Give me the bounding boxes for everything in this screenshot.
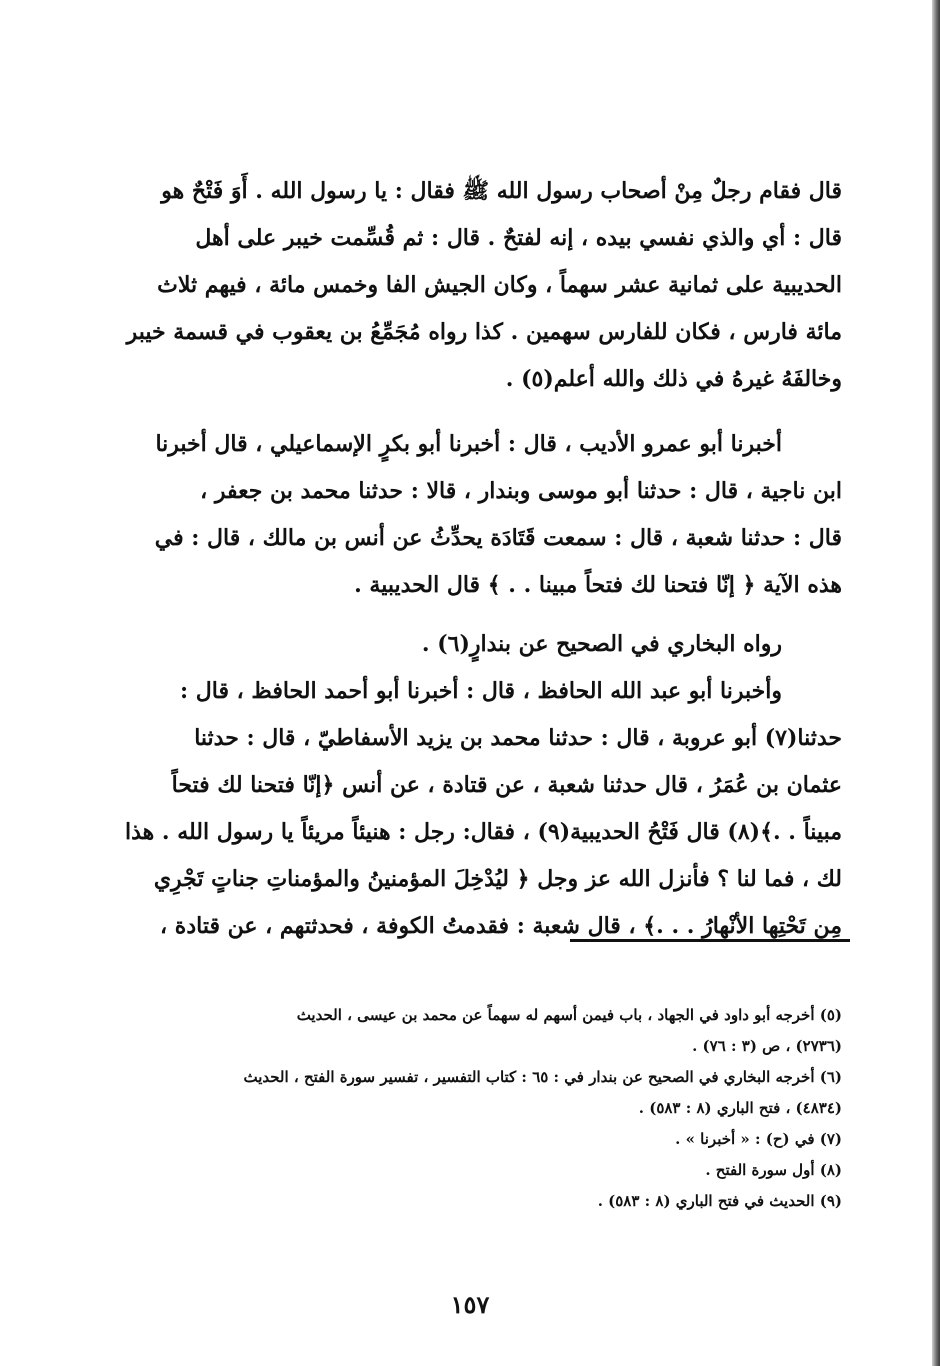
footnote-7: (٧) في (ح) : « أخبرنا » . xyxy=(675,1130,842,1148)
paragraph-4: وأخبرنا أبو عبد الله الحافظ ، قال : أخبرنا أبو أحمد الحافظ ، قال : حدثنا(٧) أبو عروبة ، قال : حدثنا محمد بن يزيد الأسفاطيّ ، قال : حدثنا عثمان بن عُمَرُ ، قال حدثنا شعبة ، عن قتادة ، عن أنس ﴿إنّا فتحنا لك فتحاً مبيناً . .﴾(٨) قال فَتْحُ الحديبية(٩) ، فقال: رجل : هنيئاً مريئاً يا رسول الله . هذا لك ، فما لنا ؟ فأنزل الله عز وجل ﴿ ليُدْخِلَ المؤمنينُ والمؤمناتِ جناتٍ تَجْرِي مِن تَحْتِها الأنْهارُ . . .﴾ ، قال شعبة : فقدمتُ الكوفة ، فحدثتهم ، عن قتادة ، xyxy=(124,678,842,939)
main-text xyxy=(112,168,842,950)
footnote-divider xyxy=(570,939,850,942)
footnote-8: (٨) أول سورة الفتح . xyxy=(705,1161,842,1179)
paragraph-2: أخبرنا أبو عمرو الأديب ، قال : أخبرنا أبو بكرٍ الإسماعيلي ، قال أخبرنا ابن ناجية ، قال : حدثنا أبو موسى وبندار ، قالا : حدثنا محمد بن جعفر ، قال : حدثنا شعبة ، قال : سمعت قَتَادَة يحدِّثُ عن أنس بن مالك ، قال : في هذه الآية ﴿ إنّا فتحنا لك فتحاً مبينا . . ﴾ قال الحديبية . xyxy=(154,431,842,598)
page-number: ١٥٧ xyxy=(450,1290,490,1319)
footnotes xyxy=(112,1000,842,1217)
footnote-6: (٦) أخرجه البخاري في الصحيح عن بندار في : ٦٥ : كتاب التفسير ، تفسير سورة الفتح ، الحديث (٤٨٣٤) ، فتح الباري (٨ : ٥٨٣) . xyxy=(243,1068,842,1117)
paragraph-3: رواه البخاري في الصحيح عن بندارٍ(٦) . xyxy=(421,631,782,657)
page-edge-shadow xyxy=(932,0,940,1366)
footnote-9: (٩) الحديث في فتح الباري (٨ : ٥٨٣) . xyxy=(597,1192,842,1210)
paragraph-1: قال فقام رجلٌ مِنْ أصحاب رسول الله ﷺ فقال : يا رسول الله . أَوَ فَتْحٌ هو قال : أي والذي نفسي بيده ، إنه لفتحٌ . قال : ثم قُسِّمت خيبر على أهل الحديبية على ثمانية عشر سهماً ، وكان الجيش الفا وخمس مائة ، فيهم ثلاث مائة فارس ، فكان للفارس سهمين . كذا رواه مُجَمِّعُ بن يعقوب في قسمة خيبر وخالفَهُ غيرهُ في ذلك والله أعلم(٥) . xyxy=(126,178,842,392)
footnote-5: (٥) أخرجه أبو داود في الجهاد ، باب فيمن أسهم له سهماً عن محمد بن عيسى ، الحديث (٢٧٣٦) ، ص (٣ : ٧٦) . xyxy=(296,1006,842,1055)
